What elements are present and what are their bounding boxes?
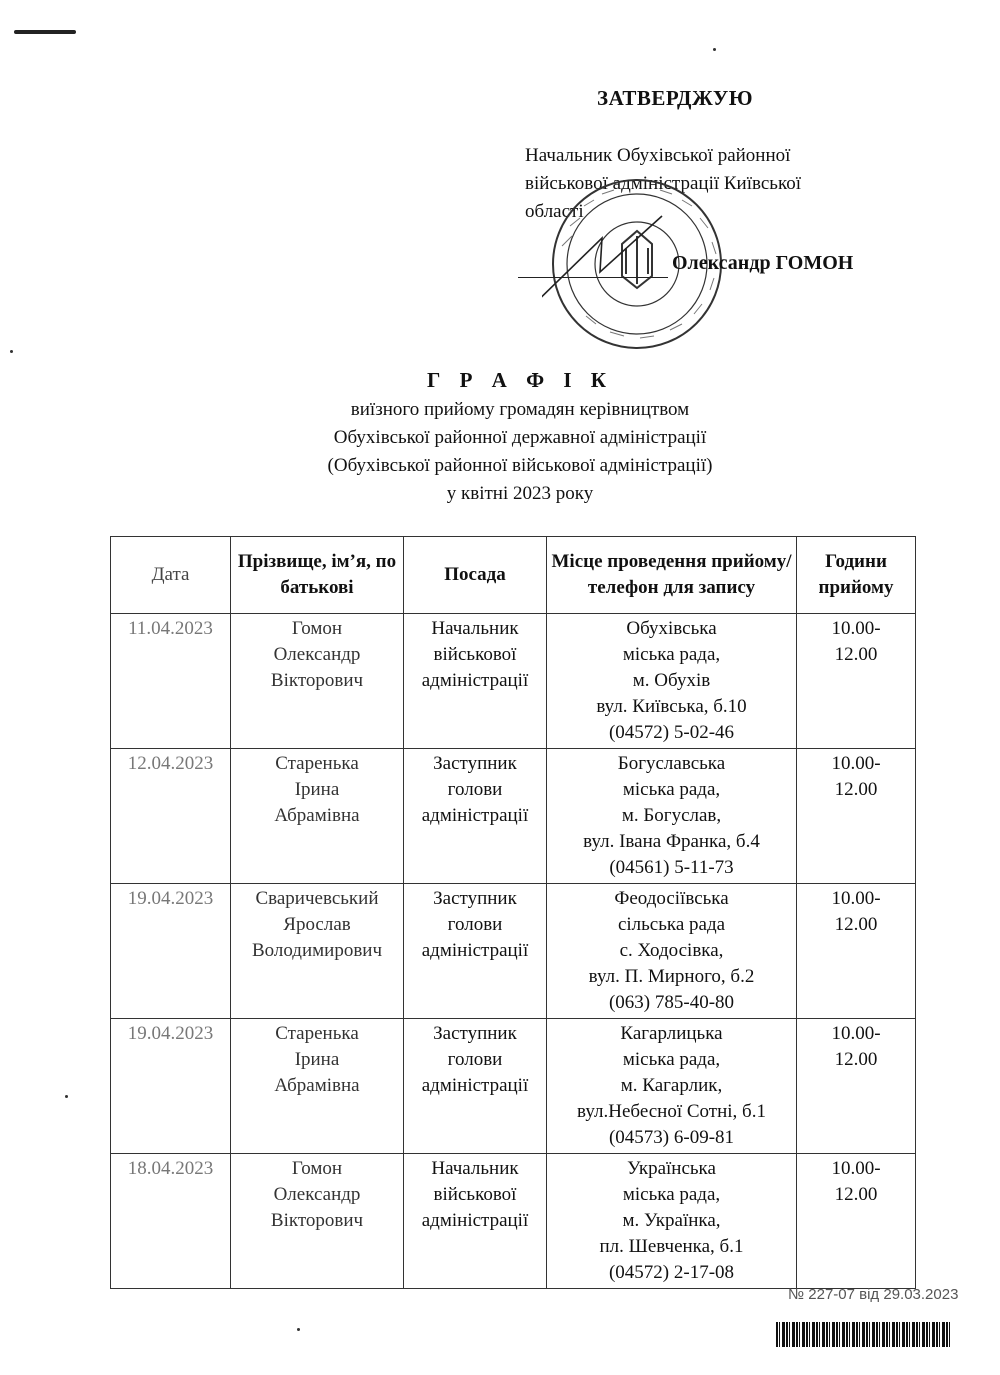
place-line: Українська: [627, 1158, 716, 1179]
signature-line: [518, 277, 668, 278]
place-line: міська рада,: [622, 1184, 721, 1205]
position-line: адміністрації: [421, 1210, 529, 1231]
cell-position: [404, 614, 547, 749]
name-line: Вікторович: [270, 670, 364, 691]
cell-place: [547, 1154, 797, 1289]
scan-speck: [65, 1095, 68, 1098]
approval-signer: Олександр ГОМОН: [672, 252, 854, 274]
hours-line: 10.00-: [831, 1158, 881, 1179]
name-line: Ярослав: [283, 914, 351, 935]
place-line: (04561) 5-11-73: [609, 857, 734, 878]
name-line: Ірина: [294, 1049, 340, 1070]
name-line: Старенька: [275, 1023, 359, 1044]
hours-line: 10.00-: [831, 888, 881, 909]
cell-date: 12.04.2023: [111, 749, 231, 884]
approval-position-line: військової адміністрації Київської: [525, 173, 802, 194]
place-line: Феодосіївська: [614, 888, 729, 909]
scan-speck: [713, 48, 716, 51]
cell-position: [404, 749, 547, 884]
position-line: адміністрації: [421, 670, 529, 691]
name-line: Олександр: [273, 1184, 361, 1205]
approval-position-line: області: [525, 201, 584, 222]
cell-hours: [797, 884, 916, 1019]
schedule-table: [110, 536, 916, 1289]
name-line: Гомон: [291, 1158, 343, 1179]
cell-name: [231, 1154, 404, 1289]
position-line: Заступник: [433, 753, 517, 774]
cell-position: [404, 884, 547, 1019]
position-line: Начальник: [431, 1158, 519, 1179]
cell-hours: [797, 1154, 916, 1289]
place-line: Обухівська: [626, 618, 717, 639]
name-line: Ірина: [294, 779, 340, 800]
document-subtitle: [200, 396, 840, 508]
cell-hours: [797, 614, 916, 749]
cell-hours: [797, 749, 916, 884]
place-line: (063) 785-40-80: [608, 992, 735, 1013]
position-line: військової: [433, 644, 517, 665]
position-line: голови: [447, 914, 503, 935]
cell-position: [404, 1019, 547, 1154]
header-hours: Години прийому: [797, 537, 916, 614]
place-line: с. Ходосівка,: [619, 940, 724, 961]
table-row: [111, 1019, 916, 1154]
place-line: м. Українка,: [622, 1210, 721, 1231]
place-line: (04573) 6-09-81: [608, 1127, 735, 1148]
cell-name: [231, 614, 404, 749]
table-row: [111, 1154, 916, 1289]
name-line: Вікторович: [270, 1210, 364, 1231]
place-line: вул. П. Мирного, б.2: [588, 966, 755, 987]
place-line: міська рада,: [622, 644, 721, 665]
place-line: сільська рада: [617, 914, 726, 935]
scan-speck: [297, 1328, 300, 1331]
registration-number: № 227-07 від 29.03.2023: [788, 1286, 959, 1303]
place-line: міська рада,: [622, 779, 721, 800]
cell-date: 18.04.2023: [111, 1154, 231, 1289]
place-line: (04572) 5-02-46: [608, 722, 735, 743]
place-line: вул. Київська, б.10: [596, 696, 747, 717]
table-row: [111, 884, 916, 1019]
approval-position-line: Начальник Обухівської районної: [525, 145, 791, 166]
cell-place: [547, 1019, 797, 1154]
table-header-row: [111, 537, 916, 614]
cell-name: [231, 749, 404, 884]
position-line: військової: [433, 1184, 517, 1205]
place-line: вул.Небесної Сотні, б.1: [577, 1101, 766, 1122]
place-line: Кагарлицька: [620, 1023, 723, 1044]
header-place: Місце проведення прийому/телефон для запису: [547, 537, 797, 614]
position-line: Заступник: [433, 888, 517, 909]
hours-line: 12.00: [834, 1049, 878, 1070]
place-line: міська рада,: [622, 1049, 721, 1070]
table-row: [111, 749, 916, 884]
document-title: Г Р А Ф І К: [426, 368, 614, 392]
approval-title: ЗАТВЕРДЖУЮ: [597, 86, 753, 110]
place-line: Богуславська: [617, 753, 726, 774]
place-line: вул. Івана Франка, б.4: [583, 831, 760, 852]
cell-date: 19.04.2023: [111, 1019, 231, 1154]
barcode-icon: [776, 1322, 950, 1347]
name-line: Абрамівна: [274, 1075, 360, 1096]
hours-line: 12.00: [834, 1184, 878, 1205]
cell-date: 19.04.2023: [111, 884, 231, 1019]
place-line: (04572) 2-17-08: [608, 1262, 735, 1283]
cell-place: [547, 749, 797, 884]
header-date: Дата: [111, 537, 231, 614]
position-line: адміністрації: [421, 940, 529, 961]
position-line: голови: [447, 1049, 503, 1070]
subtitle-line: (Обухівської районної військової адміністрації): [327, 455, 713, 476]
header-name: Прізвище, ім’я, по батькові: [231, 537, 404, 614]
name-line: Старенька: [275, 753, 359, 774]
hours-line: 12.00: [834, 779, 878, 800]
position-line: адміністрації: [421, 805, 529, 826]
subtitle-line: виїзного прийому громадян керівництвом: [350, 399, 690, 420]
cell-hours: [797, 1019, 916, 1154]
position-line: Заступник: [433, 1023, 517, 1044]
place-line: м. Кагарлик,: [620, 1075, 723, 1096]
cell-name: [231, 884, 404, 1019]
hours-line: 12.00: [834, 644, 878, 665]
subtitle-line: Обухівської районної державної адміністрації: [333, 427, 707, 448]
hours-line: 12.00: [834, 914, 878, 935]
place-line: м. Богуслав,: [621, 805, 722, 826]
name-line: Олександр: [273, 644, 361, 665]
name-line: Володимирович: [251, 940, 383, 961]
cell-date: 11.04.2023: [111, 614, 231, 749]
hours-line: 10.00-: [831, 618, 881, 639]
name-line: Сваричевський: [255, 888, 379, 909]
name-line: Абрамівна: [274, 805, 360, 826]
place-line: пл. Шевченка, б.1: [599, 1236, 744, 1257]
cell-position: [404, 1154, 547, 1289]
scan-speck: [10, 350, 13, 353]
hours-line: 10.00-: [831, 753, 881, 774]
position-line: адміністрації: [421, 1075, 529, 1096]
header-position: Посада: [404, 537, 547, 614]
place-line: м. Обухів: [632, 670, 711, 691]
cell-name: [231, 1019, 404, 1154]
subtitle-line: у квітні 2023 року: [446, 483, 594, 504]
cell-place: [547, 884, 797, 1019]
name-line: Гомон: [291, 618, 343, 639]
position-line: Начальник: [431, 618, 519, 639]
table-row: [111, 614, 916, 749]
hours-line: 10.00-: [831, 1023, 881, 1044]
cell-place: [547, 614, 797, 749]
scan-artifact-mark: [14, 30, 76, 34]
position-line: голови: [447, 779, 503, 800]
